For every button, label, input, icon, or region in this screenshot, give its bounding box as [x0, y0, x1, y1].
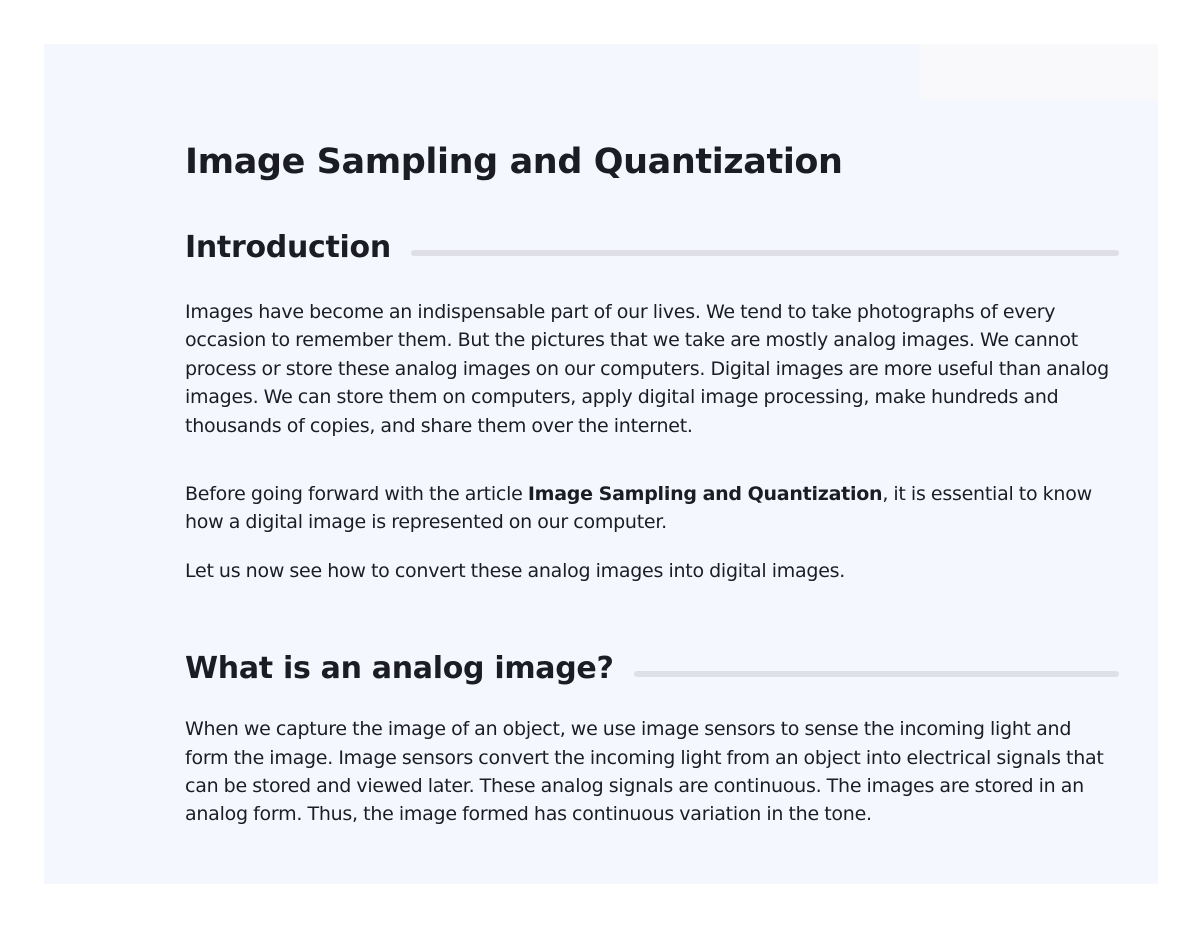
analog-paragraph-1: When we capture the image of an object, we use image sensors to sense the incoming light and form the image. Image sensors convert the incoming light from an object into electrical signals that can be stored and viewed later. These analog signals are continuous. The images are stored in an analog form. Thus, the image formed has continuous variation in the tone.	[185, 718, 1104, 826]
intro-paragraph-2-lead: Before going forward with the article	[185, 483, 528, 506]
section-title-introduction: Introduction	[185, 230, 391, 265]
intro-paragraph-2	[185, 480, 1119, 537]
article-content	[185, 140, 1119, 829]
intro-paragraph-2-tail: , it is essential to know how a digital image is represented on our computer.	[185, 483, 1092, 534]
section-heading-analog-image	[185, 647, 1119, 691]
document-page	[44, 44, 1158, 884]
intro-paragraph-2-bold: Image Sampling and Quantization	[527, 483, 883, 506]
intro-paragraph-1: Images have become an indispensable part of our lives. We tend to take photographs of every occasion to remember them. But the pictures that we take are mostly analog images. We cannot process or store these analog images on our computers. Digital images are more useful than analog images. We can store them on computers, apply digital image processing, make hundreds and thousands of copies, and share them over the internet.	[185, 301, 1109, 437]
page-title: Image Sampling and Quantization	[185, 142, 843, 182]
heading-divider	[411, 250, 1119, 256]
section-title-analog-image: What is an analog image?	[185, 651, 614, 687]
intro-paragraph-3: Let us now see how to convert these analog images into digital images.	[185, 559, 846, 582]
heading-divider	[634, 671, 1119, 677]
corner-block	[920, 44, 1158, 100]
section-heading-introduction	[185, 226, 1119, 270]
